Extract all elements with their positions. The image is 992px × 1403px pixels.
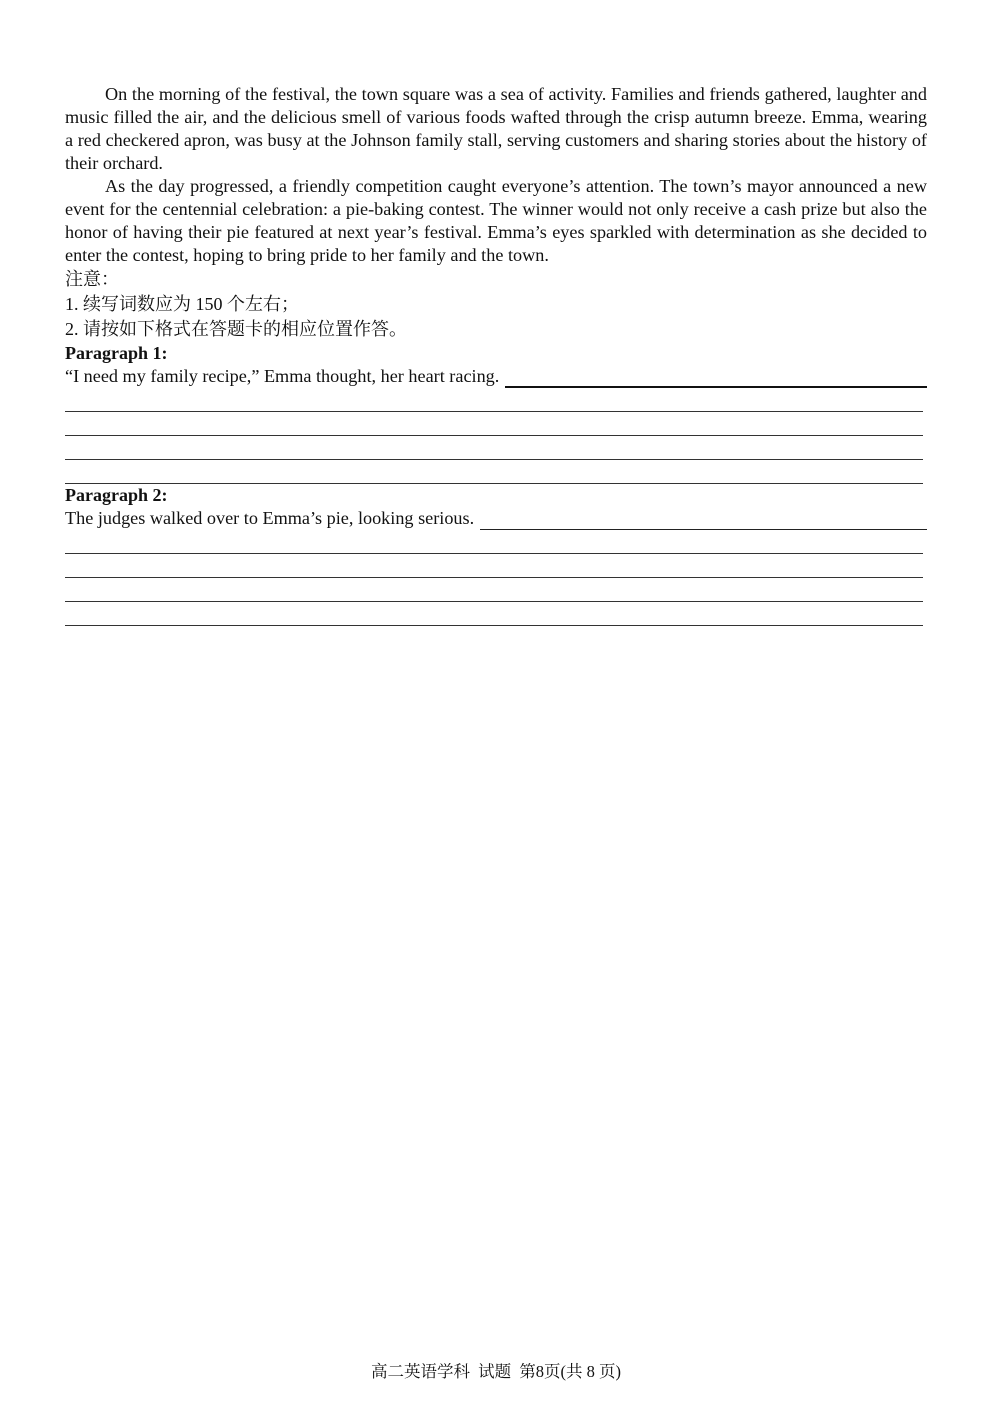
answer-line[interactable] (505, 368, 927, 388)
footer-type: 试题 (478, 1362, 512, 1381)
answer-line[interactable] (65, 530, 923, 554)
note-item-1: 1. 续写词数应为 150 个左右； (65, 294, 299, 314)
page-footer (0, 1362, 992, 1382)
answer-line[interactable] (65, 554, 923, 578)
paragraph-2-lead-sentence: The judges walked over to Emma’s pie, looking serious. (65, 508, 475, 528)
answer-line[interactable] (65, 578, 923, 602)
answer-line[interactable] (65, 460, 923, 484)
page-content (65, 83, 927, 626)
paragraph-2-lead-line (65, 507, 927, 530)
answer-line[interactable] (65, 388, 923, 412)
footer-subject: 高二英语学科 (371, 1362, 470, 1381)
paragraph-2-section (65, 484, 927, 626)
paragraph-2-heading: Paragraph 2: (65, 485, 168, 505)
answer-line[interactable] (65, 602, 923, 626)
paragraph-1-heading: Paragraph 1: (65, 343, 168, 363)
passage-paragraph-2: As the day progressed, a friendly competition caught everyone’s attention. The town’s mayor announced a new event for the centennial celebration: a pie-baking contest. The winner would not only receive a cash prize but also the honor of having their pie featured at next year’s festival. Emma’s eyes sparkled with determination as she decided to enter the contest, hoping to bring pride to her family and the town. (65, 176, 927, 265)
answer-line[interactable] (65, 412, 923, 436)
note-item-2: 2. 请按如下格式在答题卡的相应位置作答。 (65, 319, 407, 339)
answer-line[interactable] (65, 436, 923, 460)
notes-title: 注意： (65, 269, 119, 289)
paragraph-1-lead-line (65, 365, 927, 388)
paragraph-1-lead-sentence: “I need my family recipe,” Emma thought, her heart racing. (65, 366, 500, 386)
footer-page-number: 第8页(共 8 页) (519, 1362, 621, 1381)
answer-line[interactable] (480, 511, 927, 530)
paragraph-1-section (65, 342, 927, 484)
passage-paragraph-1: On the morning of the festival, the town square was a sea of activity. Families and friends gathered, laughter and music filled the air, and the delicious smell of various foods wafted through the crisp autumn breeze. Emma, wearing a red checkered apron, was busy at the Johnson family stall, serving customers and sharing stories about the history of their orchard. (65, 84, 927, 173)
